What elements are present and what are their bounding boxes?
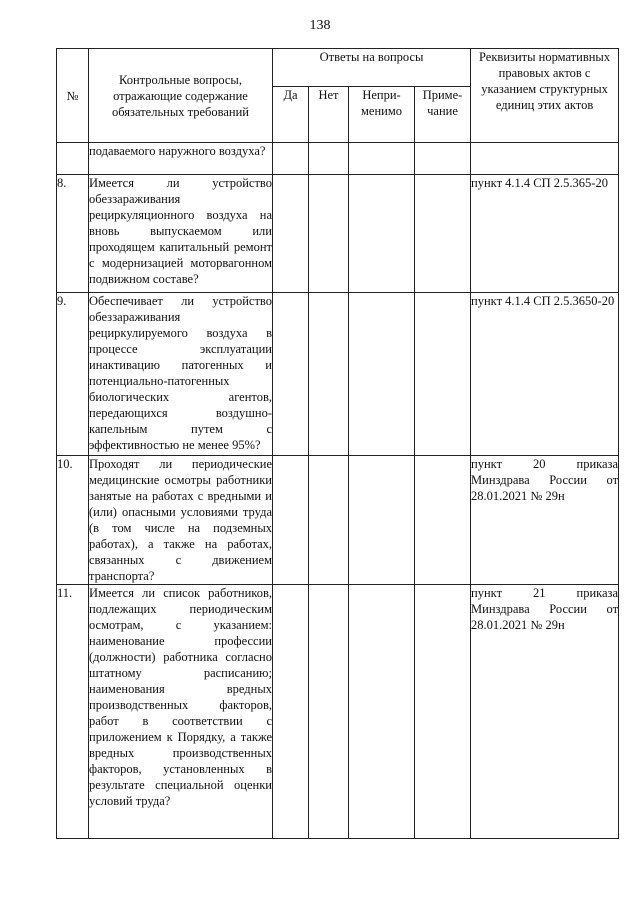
- header-answer-no: Нет: [309, 87, 349, 143]
- row-num: 8.: [57, 175, 89, 293]
- cell-no: [309, 456, 349, 585]
- cell-not-applicable: [349, 293, 415, 456]
- cell-not-applicable: [349, 456, 415, 585]
- row-ref: [471, 143, 619, 175]
- row-num: 11.: [57, 585, 89, 839]
- table-row: [57, 456, 619, 585]
- header-answer-note: Приме- чание: [415, 87, 471, 143]
- row-num: 10.: [57, 456, 89, 585]
- row-ref: пункт 4.1.4 СП 2.5.365-20: [471, 175, 619, 293]
- cell-no: [309, 175, 349, 293]
- row-question: Проходят ли периодические медицинские осмотры работники занятые на работах с вредными и (или) опасными условиями труда (в том числе на подземных работах), а также на работах, связанных с движением транспорта?: [89, 457, 272, 583]
- cell-note: [415, 175, 471, 293]
- table-row-continuation: [57, 143, 619, 175]
- page-number: 138: [309, 18, 331, 33]
- cell-yes: [273, 143, 309, 175]
- table-row: [57, 175, 619, 293]
- cell-yes: [273, 175, 309, 293]
- row-question: подаваемого наружного воздуха?: [89, 143, 273, 175]
- header-answers-group: Ответы на вопросы: [273, 49, 471, 87]
- cell-yes: [273, 585, 309, 839]
- cell-not-applicable: [349, 175, 415, 293]
- cell-yes: [273, 456, 309, 585]
- cell-no: [309, 143, 349, 175]
- table-row: [57, 293, 619, 456]
- cell-yes: [273, 293, 309, 456]
- header-question: Контрольные вопросы, отражающие содержание обязательных требований: [89, 49, 273, 143]
- row-ref: пункт 21 приказа Минздрава России от 28.01.2021 № 29н: [471, 585, 619, 839]
- cell-note: [415, 143, 471, 175]
- row-num: [57, 143, 89, 175]
- control-questions-table: [56, 48, 619, 839]
- cell-note: [415, 456, 471, 585]
- header-requisites: Реквизиты нормативных правовых актов с указанием структурных единиц этих актов: [471, 49, 619, 143]
- row-ref: пункт 4.1.4 СП 2.5.3650-20: [471, 293, 619, 456]
- row-question: Имеется ли список работников, подлежащих периодическим осмотрам, с указанием: наименование профессии (должности) работника согласно штатному расписанию; наименования вредных производственных факторов, работ в соответствии с приложением к Порядку, а также вредных производственных факторов, установленных в результате специальной оценки условий труда?: [89, 585, 273, 839]
- cell-no: [309, 585, 349, 839]
- row-question: Имеется ли устройство обеззараживания рециркуляционного воздуха на вновь выпускаемом или проходящем капитальный ремонт с модернизацией моторвагонном подвижном составе?: [89, 175, 273, 293]
- row-question: Обеспечивает ли устройство обеззараживания рециркулируемого воздуха в процессе эксплуатации инактивацию патогенных и потенциально-патогенных биологических агентов, передающихся воздушно-капельным путем с эффективностью не менее 95%?: [89, 293, 273, 456]
- cell-not-applicable: [349, 585, 415, 839]
- header-num: №: [57, 49, 89, 143]
- cell-not-applicable: [349, 143, 415, 175]
- row-ref: пункт 20 приказа Минздрава России от 28.01.2021 № 29н: [471, 456, 619, 585]
- cell-note: [415, 585, 471, 839]
- row-num: 9.: [57, 293, 89, 456]
- header-answer-not-applicable: Непри- менимо: [349, 87, 415, 143]
- header-answer-yes: Да: [273, 87, 309, 143]
- cell-note: [415, 293, 471, 456]
- header-row-1: [57, 49, 619, 87]
- cell-no: [309, 293, 349, 456]
- table-row: [57, 585, 619, 839]
